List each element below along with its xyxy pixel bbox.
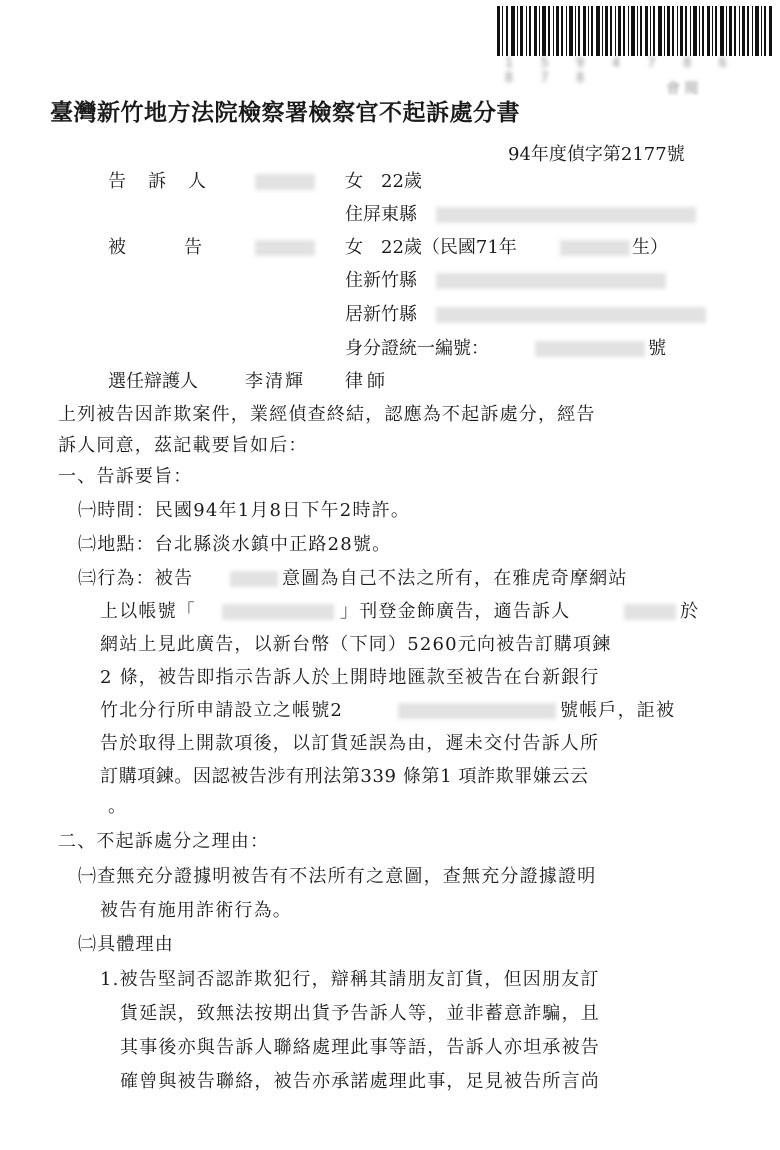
redacted-complainant-name	[255, 174, 315, 190]
defendant-role: 被 告	[108, 237, 203, 258]
defendant-birth-suffix: 生）	[632, 237, 668, 258]
document-title: 臺灣新竹地方法院檢察署檢察官不起訴處分書	[50, 99, 520, 126]
redacted-defendant-id	[535, 341, 645, 357]
defendant-address1-label: 住新竹縣	[345, 270, 417, 291]
section1-place: ㈡地點：台北縣淡水鎮中正路28號。	[78, 534, 392, 555]
redacted-complainant-name-2	[624, 604, 676, 620]
item1-line-2: 貨延誤，致無法按期出貨予告訴人等，並非蓄意詐騙，且	[120, 1003, 600, 1024]
intro-line-1: 上列被告因詐欺案件，業經偵查終結，認應為不起訴處分，經告	[58, 404, 596, 425]
complainant-address-label: 住屏東縣	[345, 204, 417, 225]
act-line-8: 。	[108, 796, 128, 817]
defendant-id-label: 身分證統一編號：	[345, 338, 489, 359]
section1-heading: 一、告訴要旨：	[58, 466, 193, 487]
act-line-5b: 號帳戶，詎被	[560, 700, 676, 721]
redacted-account-id	[222, 604, 334, 620]
barcode-image	[497, 6, 775, 56]
redacted-bank-account	[398, 703, 556, 719]
section1-time: ㈠時間：民國94年1月8日下午2時許。	[78, 500, 411, 521]
act-line-5a: 竹北分行所申請設立之帳號2	[100, 700, 344, 721]
reason1-line-2: 被告有施用詐術行為。	[100, 900, 292, 921]
redacted-defendant-name-2	[230, 571, 278, 587]
item1-line-1: 1.被告堅詞否認詐欺犯行，辯稱其請朋友訂貨，但因朋友訂	[100, 969, 600, 990]
page-reference: 會 閱	[666, 81, 699, 97]
act-line-3: 網站上見此廣告，以新台幣（下同）5260元向被告訂購項鍊	[100, 634, 612, 655]
defendant-id-suffix: 號	[648, 338, 666, 359]
case-number: 94年度偵字第2177號	[508, 144, 685, 165]
item1-line-3: 其事後亦與告訴人聯絡處理此事等語，告訴人亦坦承被告	[120, 1037, 600, 1058]
defendant-sex-age: 女 22歲（民國71年	[345, 237, 517, 258]
barcode-number: 1 5 9 4 7 8 6 8 7 8	[505, 56, 737, 86]
counsel-role: 選任辯護人	[108, 371, 198, 392]
act-line-6: 告於取得上開款項後，以訂貨延誤為由，遲未交付告訴人所	[100, 733, 600, 754]
defendant-address2-label: 居新竹縣	[345, 304, 417, 325]
act-line-2a: 上以帳號「	[100, 601, 196, 622]
act-line-1a: ㈢行為：被告	[78, 568, 194, 589]
counsel-name: 李清輝	[245, 371, 305, 392]
complainant-sex-age: 女 22歲	[345, 171, 422, 192]
act-line-7: 訂購項鍊。因認被告涉有刑法第339 條第1 項詐欺罪嫌云云	[100, 766, 589, 787]
complainant-role: 告 訴 人	[108, 171, 208, 192]
redacted-complainant-address	[436, 207, 696, 223]
redacted-defendant-name	[255, 240, 315, 256]
item1-line-4: 確曾與被告聯絡，被告亦承諾處理此事，足見被告所言尚	[120, 1071, 600, 1092]
counsel-title: 律師	[345, 371, 389, 392]
redacted-birth-date	[560, 240, 630, 256]
reason2-heading: ㈡具體理由	[78, 934, 174, 955]
act-line-2c: 於	[680, 601, 700, 622]
section2-heading: 二、不起訴處分之理由：	[58, 831, 270, 852]
act-line-1b: 意圖為自己不法之所有，在雅虎奇摩網站	[282, 568, 628, 589]
intro-line-2: 訴人同意，茲記載要旨如后：	[58, 435, 308, 456]
redacted-defendant-address1	[436, 273, 666, 289]
act-line-2b: 」刊登金飾廣告，適告訴人	[340, 601, 571, 622]
redacted-defendant-address2	[436, 307, 706, 323]
reason1-line-1: ㈠查無充分證據明被告有不法所有之意圖，查無充分證據證明	[78, 866, 597, 887]
act-line-4: 2 條，被告即指示告訴人於上開時地匯款至被告在台新銀行	[100, 667, 600, 688]
